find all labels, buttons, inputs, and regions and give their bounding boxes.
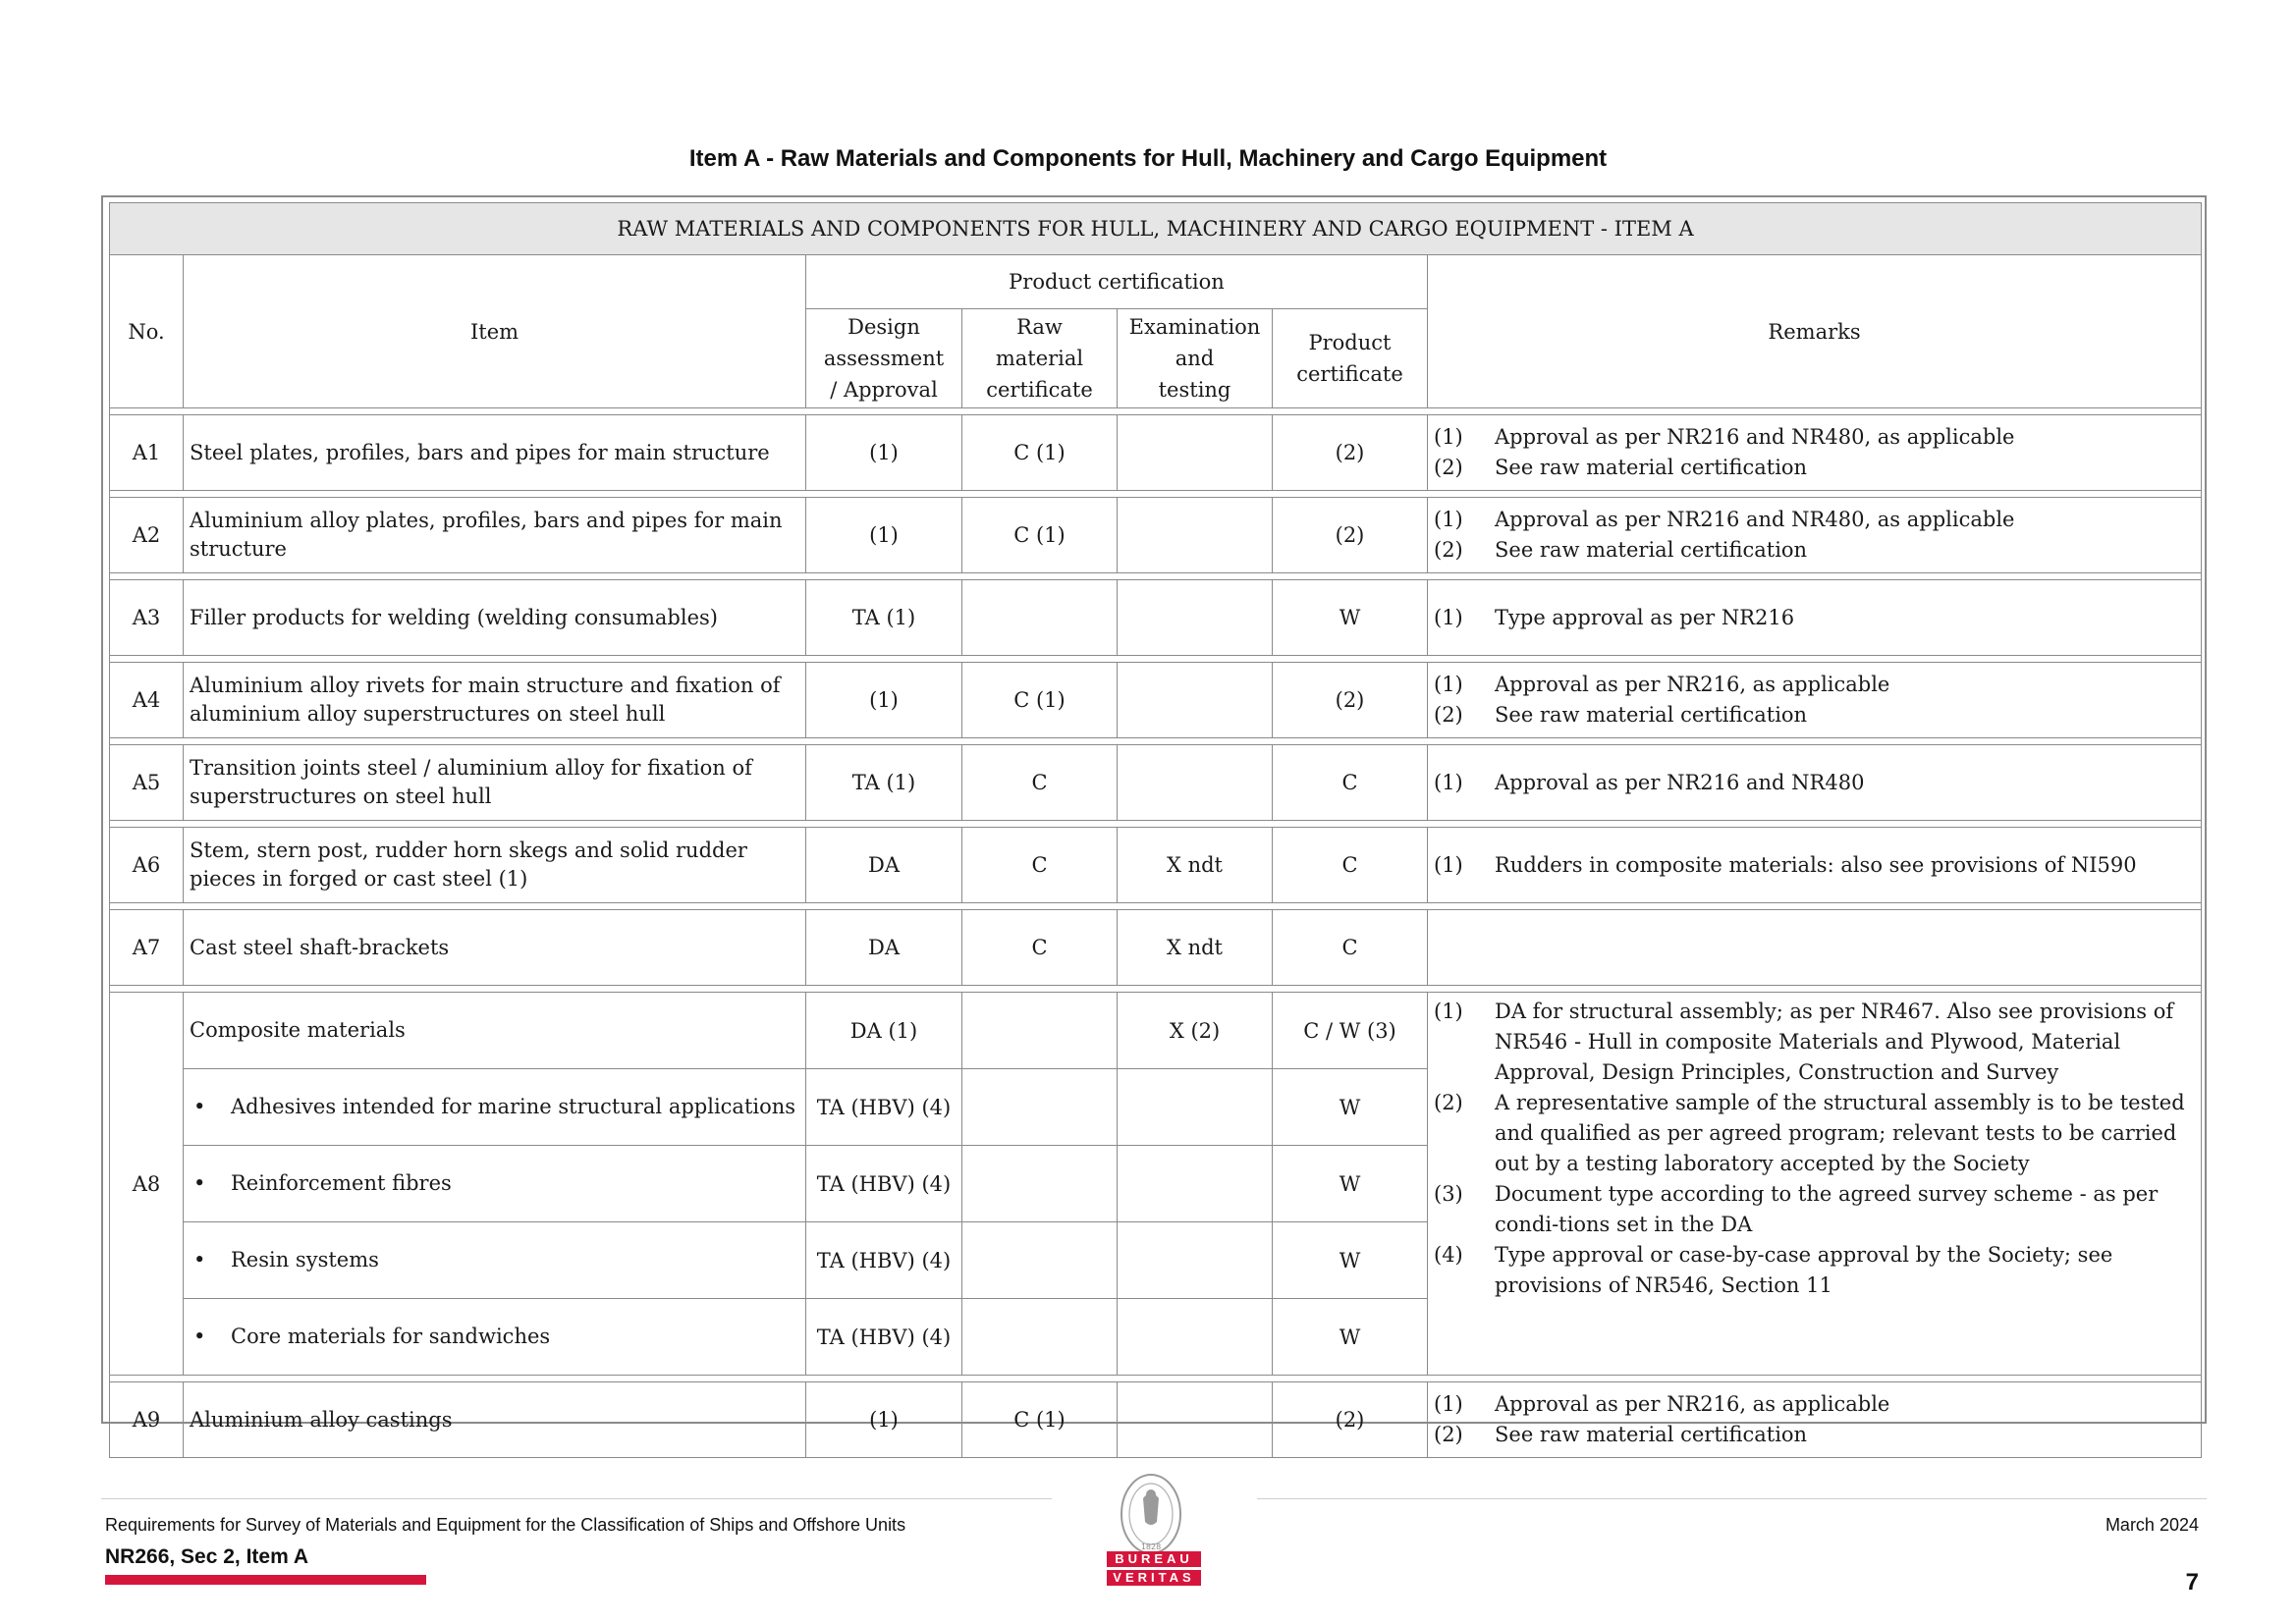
remark-text: Rudders in composite materials: also see provisions of NI590 <box>1495 852 2137 877</box>
remark-number: (2) <box>1434 703 1463 727</box>
product-certificate-value: W <box>1273 1146 1428 1222</box>
remark-line <box>1434 1240 2195 1301</box>
raw-material-value: C (1) <box>962 498 1118 573</box>
examination-value: X ndt <box>1118 910 1273 986</box>
raw-material-value <box>962 1146 1118 1222</box>
remark-text: Type approval or case-by-case approval by the Society; see provisions of NR546, Section 11 <box>1495 1243 2113 1297</box>
product-certificate-value: C / W (3) <box>1273 993 1428 1069</box>
product-certificate-value: (2) <box>1273 1382 1428 1458</box>
examination-value <box>1118 663 1273 738</box>
design-assessment-value: TA (HBV) (4) <box>806 1222 962 1299</box>
item-description: Transition joints steel / aluminium alloy for fixation of superstructures on steel hull <box>184 745 806 821</box>
header-line: and <box>1175 347 1215 370</box>
remark-line <box>1434 1389 2195 1420</box>
bullet-icon: • <box>193 1171 206 1195</box>
examination-value <box>1118 1069 1273 1146</box>
logo-year: 1828 <box>1140 1542 1162 1551</box>
remark-number: (1) <box>1434 1000 1463 1023</box>
design-assessment-value: TA (1) <box>806 580 962 656</box>
product-certificate-value: W <box>1273 1222 1428 1299</box>
row-separator <box>110 738 2202 745</box>
header-raw-material <box>962 309 1118 408</box>
examination-value <box>1118 1146 1273 1222</box>
item-number: A1 <box>110 415 184 491</box>
header-line: assessment <box>823 347 945 370</box>
raw-material-value <box>962 580 1118 656</box>
row-separator <box>110 491 2202 498</box>
table-row <box>110 828 2202 903</box>
remark-text: See raw material certification <box>1495 538 1808 562</box>
header-item: Item <box>184 255 806 408</box>
subitem-text: Reinforcement fibres <box>231 1171 452 1195</box>
remarks-cell <box>1428 498 2202 573</box>
remark-number: (3) <box>1434 1182 1463 1206</box>
remark-line <box>1434 422 2195 453</box>
remarks-cell <box>1428 993 2202 1376</box>
header-line: material <box>995 347 1084 370</box>
raw-material-value <box>962 1069 1118 1146</box>
design-assessment-value: TA (HBV) (4) <box>806 1299 962 1376</box>
remark-line <box>1434 535 2195 566</box>
certification-table <box>109 202 2202 1458</box>
remark-text: See raw material certification <box>1495 456 1808 479</box>
row-separator <box>110 573 2202 580</box>
item-number: A8 <box>110 993 184 1376</box>
remark-number: (1) <box>1434 852 1463 877</box>
product-certificate-value: (2) <box>1273 663 1428 738</box>
item-number: A2 <box>110 498 184 573</box>
bullet-icon: • <box>193 1248 206 1271</box>
header-remarks: Remarks <box>1428 255 2202 408</box>
bullet-icon: • <box>193 1325 206 1348</box>
item-number: A6 <box>110 828 184 903</box>
remark-text: Approval as per NR216 and NR480, as applicable <box>1495 425 2015 449</box>
remark-line <box>1434 1088 2195 1179</box>
product-certificate-value: C <box>1273 828 1428 903</box>
remark-text: Document type according to the agreed survey scheme - as per condi-tions set in the DA <box>1495 1182 2159 1236</box>
raw-material-value: C (1) <box>962 1382 1118 1458</box>
product-certificate-value: C <box>1273 910 1428 986</box>
table-row <box>110 1382 2202 1458</box>
raw-material-value: C <box>962 828 1118 903</box>
table-row <box>110 498 2202 573</box>
row-separator <box>110 1376 2202 1382</box>
header-line: certificate <box>986 378 1093 402</box>
remark-number: (2) <box>1434 1091 1463 1114</box>
remark-number: (2) <box>1434 1423 1463 1446</box>
table-row <box>110 415 2202 491</box>
remark-number: (1) <box>1434 425 1463 449</box>
table-row <box>110 745 2202 821</box>
item-number: A3 <box>110 580 184 656</box>
design-assessment-value: (1) <box>806 663 962 738</box>
subitem-description <box>184 1069 806 1146</box>
item-description: Stem, stern post, rudder horn skegs and solid rudder pieces in forged or cast steel (1) <box>184 828 806 903</box>
remark-number: (1) <box>1434 770 1463 794</box>
examination-value <box>1118 1222 1273 1299</box>
remarks-cell <box>1428 580 2202 656</box>
logo-word-bottom: VERITAS <box>1107 1570 1201 1586</box>
remark-line <box>1434 670 2195 700</box>
item-description: Aluminium alloy castings <box>184 1382 806 1458</box>
design-assessment-value: TA (1) <box>806 745 962 821</box>
item-number: A4 <box>110 663 184 738</box>
footer-reference: NR266, Sec 2, Item A <box>105 1545 308 1568</box>
design-assessment-value: DA <box>806 828 962 903</box>
remark-line <box>1434 603 2195 633</box>
design-assessment-value: (1) <box>806 1382 962 1458</box>
examination-value <box>1118 1382 1273 1458</box>
design-assessment-value: (1) <box>806 415 962 491</box>
remarks-cell <box>1428 828 2202 903</box>
header-line: testing <box>1158 378 1231 402</box>
header-design-assessment <box>806 309 962 408</box>
raw-material-value: C (1) <box>962 663 1118 738</box>
page-number: 7 <box>2185 1569 2199 1596</box>
raw-material-value: C <box>962 910 1118 986</box>
remark-text: Approval as per NR216, as applicable <box>1495 673 1890 696</box>
raw-material-value: C (1) <box>962 415 1118 491</box>
remarks-cell <box>1428 415 2202 491</box>
footer-accent-bar <box>105 1575 426 1585</box>
remark-line <box>1434 850 2195 881</box>
remarks-cell <box>1428 910 2202 986</box>
subitem-description <box>184 1299 806 1376</box>
examination-value <box>1118 415 1273 491</box>
subitem-description <box>184 1222 806 1299</box>
remark-line <box>1434 505 2195 535</box>
remark-text: See raw material certification <box>1495 703 1808 727</box>
product-certificate-value: W <box>1273 580 1428 656</box>
remark-number: (1) <box>1434 673 1463 696</box>
remark-text: Approval as per NR216 and NR480 <box>1495 770 1865 794</box>
remark-line <box>1434 700 2195 730</box>
remark-number: (2) <box>1434 538 1463 562</box>
table-row <box>110 993 2202 1069</box>
remark-number: (1) <box>1434 1392 1463 1416</box>
raw-material-value <box>962 993 1118 1069</box>
examination-value <box>1118 1299 1273 1376</box>
product-certificate-value: (2) <box>1273 498 1428 573</box>
remarks-cell <box>1428 1382 2202 1458</box>
raw-material-value <box>962 1222 1118 1299</box>
item-description: Steel plates, profiles, bars and pipes for main structure <box>184 415 806 491</box>
bullet-icon: • <box>193 1095 206 1118</box>
remark-line <box>1434 453 2195 483</box>
remark-text: See raw material certification <box>1495 1423 1808 1446</box>
subitem-text: Adhesives intended for marine structural applications <box>231 1095 796 1118</box>
examination-value: X ndt <box>1118 828 1273 903</box>
row-separator <box>110 656 2202 663</box>
remark-text: A representative sample of the structural assembly is to be tested and qualified as per agreed program; relevant tests to be carried out by a testing laboratory accepted by the Society <box>1495 1091 2185 1175</box>
remark-text: Approval as per NR216 and NR480, as applicable <box>1495 508 2015 531</box>
remark-number: (1) <box>1434 508 1463 531</box>
remark-line <box>1434 1420 2195 1450</box>
header-line: / Approval <box>830 378 938 402</box>
item-description: Composite materials <box>184 993 806 1069</box>
remark-line <box>1434 1179 2195 1240</box>
remark-text: DA for structural assembly; as per NR467. Also see provisions of NR546 - Hull in composite Materials and Plywood, Material Approval, Design Principles, Construction and Survey <box>1495 1000 2174 1084</box>
table-banner: RAW MATERIALS AND COMPONENTS FOR HULL, MACHINERY AND CARGO EQUIPMENT - ITEM A <box>110 203 2202 255</box>
remark-number: (2) <box>1434 456 1463 479</box>
table-row <box>110 910 2202 986</box>
footer-date: March 2024 <box>2105 1515 2199 1535</box>
remarks-cell <box>1428 663 2202 738</box>
subitem-text: Resin systems <box>231 1248 379 1271</box>
subitem-text: Core materials for sandwiches <box>231 1325 551 1348</box>
remark-text: Type approval as per NR216 <box>1495 605 1795 629</box>
product-certificate-value: C <box>1273 745 1428 821</box>
header-line: Product <box>1308 331 1392 354</box>
header-line: Raw <box>1016 315 1063 339</box>
footer-rule-right <box>1257 1498 2207 1499</box>
row-separator <box>110 821 2202 828</box>
page-title: Item A - Raw Materials and Components for Hull, Machinery and Cargo Equipment <box>688 145 1608 172</box>
item-description: Cast steel shaft-brackets <box>184 910 806 986</box>
header-line: Design <box>847 315 920 339</box>
design-assessment-value: DA (1) <box>806 993 962 1069</box>
footer-document-title: Requirements for Survey of Materials and Equipment for the Classification of Ships and Offshore Units <box>105 1515 906 1535</box>
row-separator <box>110 408 2202 415</box>
item-description: Aluminium alloy plates, profiles, bars and pipes for main structure <box>184 498 806 573</box>
header-examination <box>1118 309 1273 408</box>
remarks-cell <box>1428 745 2202 821</box>
product-certificate-value: W <box>1273 1069 1428 1146</box>
header-line: Examination <box>1128 315 1261 339</box>
row-separator <box>110 986 2202 993</box>
table-row <box>110 580 2202 656</box>
examination-value: X (2) <box>1118 993 1273 1069</box>
item-number: A7 <box>110 910 184 986</box>
table-row <box>110 663 2202 738</box>
item-description: Filler products for welding (welding consumables) <box>184 580 806 656</box>
remark-text: Approval as per NR216, as applicable <box>1495 1392 1890 1416</box>
remark-line <box>1434 768 2195 798</box>
row-separator <box>110 903 2202 910</box>
header-product-certification: Product certification <box>806 255 1428 309</box>
item-description: Aluminium alloy rivets for main structure and fixation of aluminium alloy superstructures on steel hull <box>184 663 806 738</box>
raw-material-value: C <box>962 745 1118 821</box>
remark-line <box>1434 997 2195 1088</box>
header-no: No. <box>110 255 184 408</box>
item-number: A5 <box>110 745 184 821</box>
design-assessment-value: TA (HBV) (4) <box>806 1069 962 1146</box>
examination-value <box>1118 498 1273 573</box>
remark-number: (1) <box>1434 605 1463 629</box>
examination-value <box>1118 745 1273 821</box>
product-certificate-value: (2) <box>1273 415 1428 491</box>
item-number: A9 <box>110 1382 184 1458</box>
subitem-description <box>184 1146 806 1222</box>
header-line: certificate <box>1296 362 1403 386</box>
header-product-certificate <box>1273 309 1428 408</box>
logo-word-top: BUREAU <box>1107 1551 1201 1567</box>
raw-material-value <box>962 1299 1118 1376</box>
footer-rule-left <box>101 1498 1052 1499</box>
product-certificate-value: W <box>1273 1299 1428 1376</box>
design-assessment-value: DA <box>806 910 962 986</box>
remark-number: (4) <box>1434 1243 1463 1267</box>
design-assessment-value: TA (HBV) (4) <box>806 1146 962 1222</box>
design-assessment-value: (1) <box>806 498 962 573</box>
examination-value <box>1118 580 1273 656</box>
